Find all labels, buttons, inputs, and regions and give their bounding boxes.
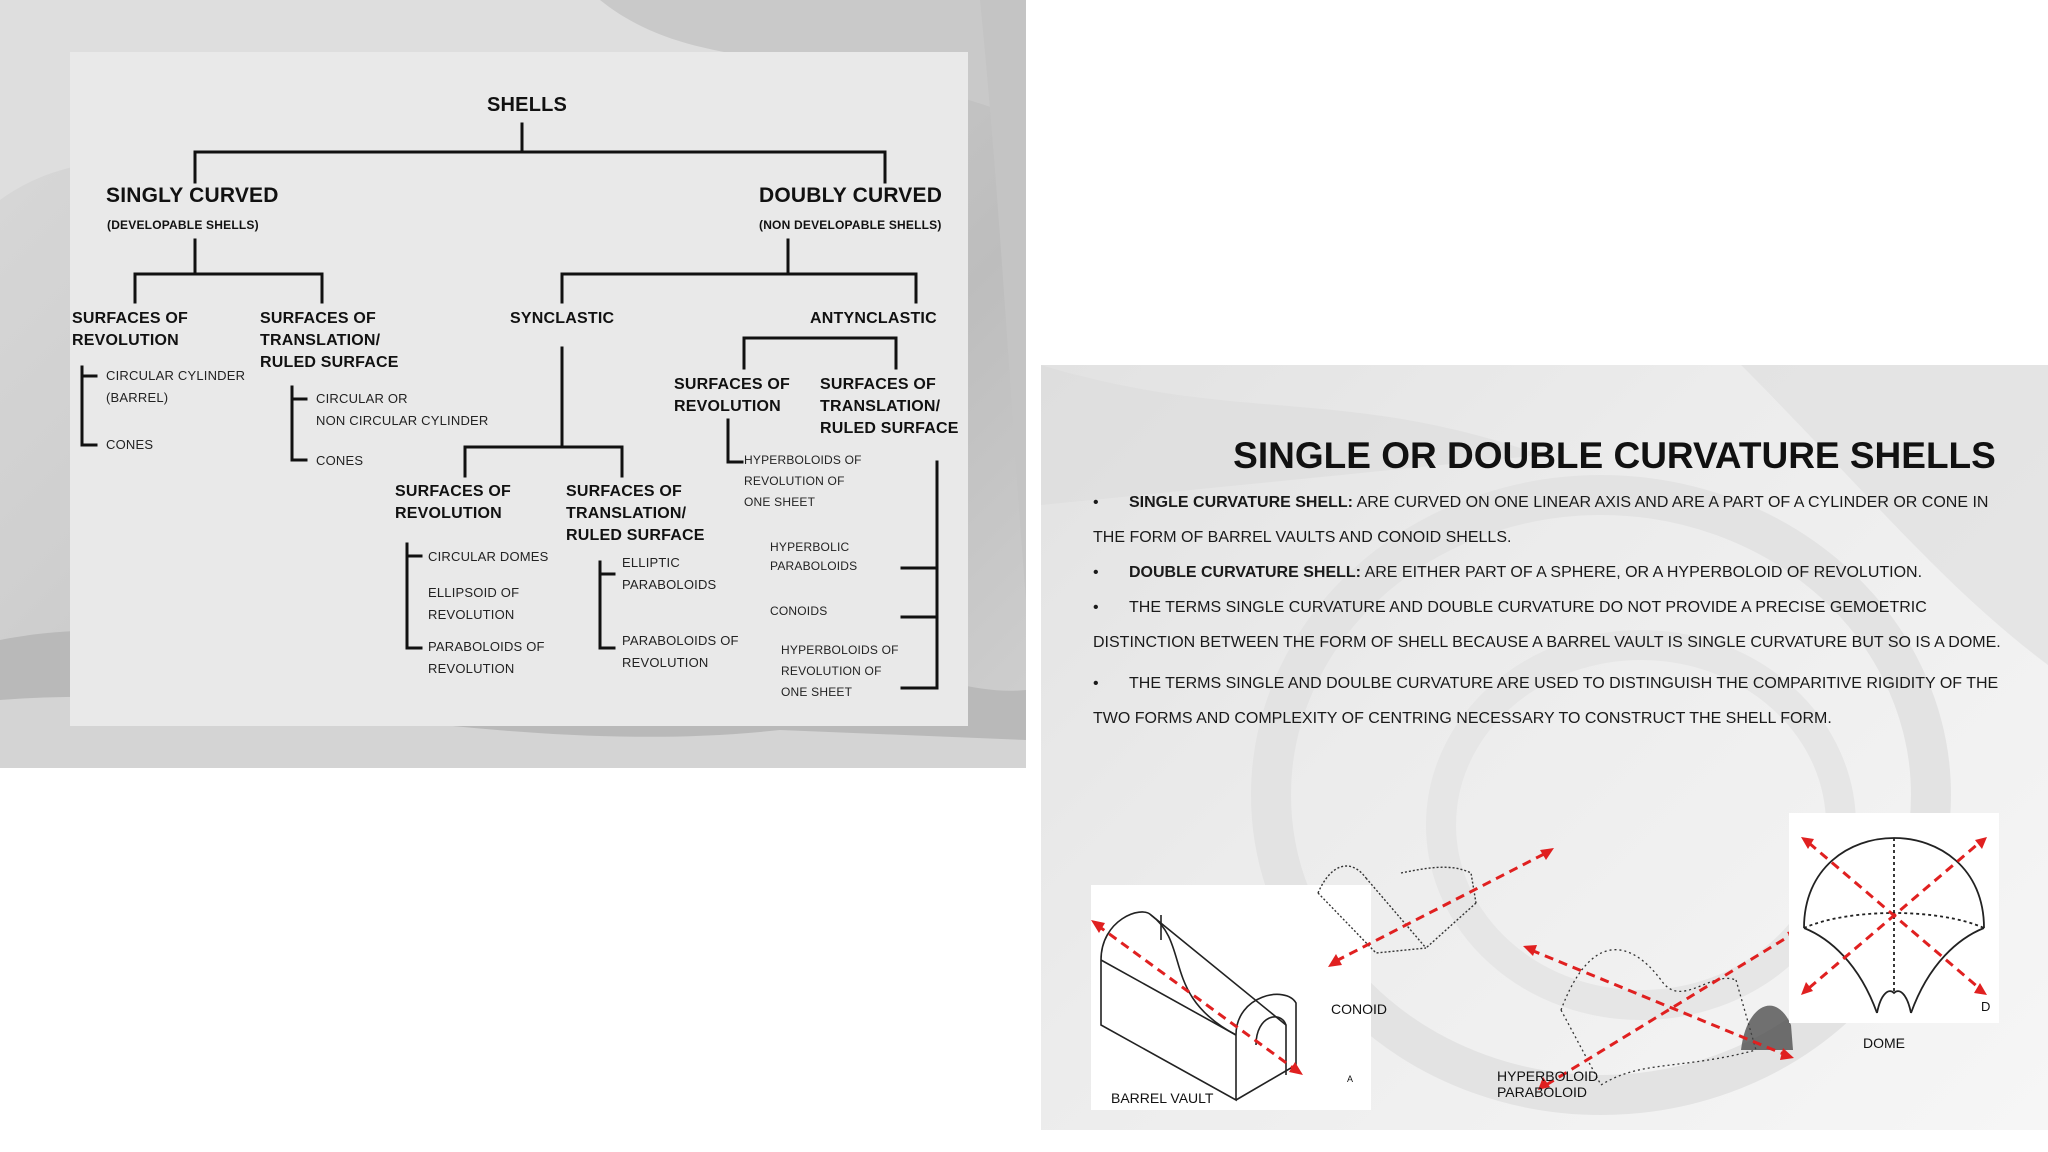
curvature-shells-slide [1041,365,2048,1130]
leaf-cones-1: CONES [106,437,154,452]
leaf-cones-2: CONES [316,453,364,468]
singly-curved-subtitle: (DEVELOPABLE SHELLS) [107,218,259,232]
slide-title: SINGLE OR DOUBLE CURVATURE SHELLS [1233,435,1996,476]
bullet-text: ARE CURVED ON ONE LINEAR AXIS AND ARE A PART OF A CYLINDER OR CONE IN THE FORM OF BARREL VAULTS AND CONOID SHELLS. [1093,494,1989,546]
singly-revolution-label: SURFACES OF REVOLUTION [72,310,188,349]
bullet-term: DOUBLE CURVATURE SHELL: [1129,564,1361,581]
anticlastic-label: ANTYNCLASTIC [810,310,937,327]
leaf-hyperbolic-paraboloids: HYPERBOLIC PARABOLOIDS [770,540,858,573]
dome-drawing [1789,813,1999,1023]
leaf-paraboloids-revolution-2: PARABOLOIDS OF REVOLUTION [622,633,739,670]
bullet-text: THE TERMS SINGLE CURVATURE AND DOUBLE CURVATURE DO NOT PROVIDE A PRECISE GEMOETRIC DISTINCTION BETWEEN THE FORM OF SHELL BECAUSE A BARREL VAULT IS SINGLE CURVATURE BUT SO IS A DOME. [1093,599,2001,651]
hyperboloid-caption: HYPERBOLOID PARABOLOID [1497,1068,1599,1100]
singly-translation-label: SURFACES OF TRANSLATION/ RULED SURFACE [260,310,399,371]
leaf-circular-cylinder: CIRCULAR CYLINDER (BARREL) [106,368,246,405]
doubly-curved-subtitle: (NON DEVELOPABLE SHELLS) [759,218,942,232]
barrel-vault-caption: BARREL VAULT [1111,1090,1214,1106]
leaf-circular-domes: CIRCULAR DOMES [428,549,549,564]
bullet-double-curvature [1093,555,2023,590]
leaf-circular-or-non-circular: CIRCULAR OR NON CIRCULAR CYLINDER [316,391,489,428]
leaf-hyperboloid-revolution-1: HYPERBOLOIDS OF REVOLUTION OF ONE SHEET [744,453,862,509]
leaf-paraboloids-revolution-1: PARABOLOIDS OF REVOLUTION [428,639,545,676]
dome-corner-letter: D [1981,999,1991,1014]
anticlastic-revolution-label: SURFACES OF REVOLUTION [674,376,790,415]
bullet-dot: • [1093,599,1099,616]
root-label: SHELLS [487,94,568,116]
leaf-hyperboloid-revolution-2: HYPERBOLOIDS OF REVOLUTION OF ONE SHEET [781,643,899,699]
dome-caption: DOME [1863,1035,1905,1051]
singly-curved-label: SINGLY CURVED [106,184,279,207]
bullet-dot: • [1093,494,1099,511]
barrel-corner-letter: A [1347,1074,1354,1084]
bullet-rigidity [1093,666,2023,736]
bullet-terms-distinction [1093,590,2023,660]
bullet-dot: • [1093,564,1099,581]
bullet-list [1093,485,2023,736]
synclastic-label: SYNCLASTIC [510,310,615,327]
bullet-dot: • [1093,675,1099,692]
anticlastic-translation-label: SURFACES OF TRANSLATION/ RULED SURFACE [820,376,959,437]
bullet-text: ARE EITHER PART OF A SPHERE, OR A HYPERBOLOID OF REVOLUTION. [1361,564,1923,581]
leaf-ellipsoid: ELLIPSOID OF REVOLUTION [428,585,520,622]
doubly-curved-label: DOUBLY CURVED [759,184,943,207]
leaf-elliptic-paraboloids: ELLIPTIC PARABOLOIDS [622,555,717,592]
dome-illustration [1789,813,1999,1023]
synclastic-revolution-label: SURFACES OF REVOLUTION [395,483,511,522]
conoid-caption: CONOID [1331,1001,1387,1017]
shells-classification-slide [0,0,1026,768]
bullet-single-curvature [1093,485,2023,555]
bullet-text: THE TERMS SINGLE AND DOULBE CURVATURE ARE USED TO DISTINGUISH THE COMPARITIVE RIGIDITY OF THE TWO FORMS AND COMPLEXITY OF CENTRING NECESSARY TO CONSTRUCT THE SHELL FORM. [1093,675,1999,727]
bullet-term: SINGLE CURVATURE SHELL: [1129,494,1354,511]
classification-chart [70,52,968,726]
leaf-conoids: CONOIDS [770,604,828,618]
synclastic-translation-label: SURFACES OF TRANSLATION/ RULED SURFACE [566,483,705,544]
